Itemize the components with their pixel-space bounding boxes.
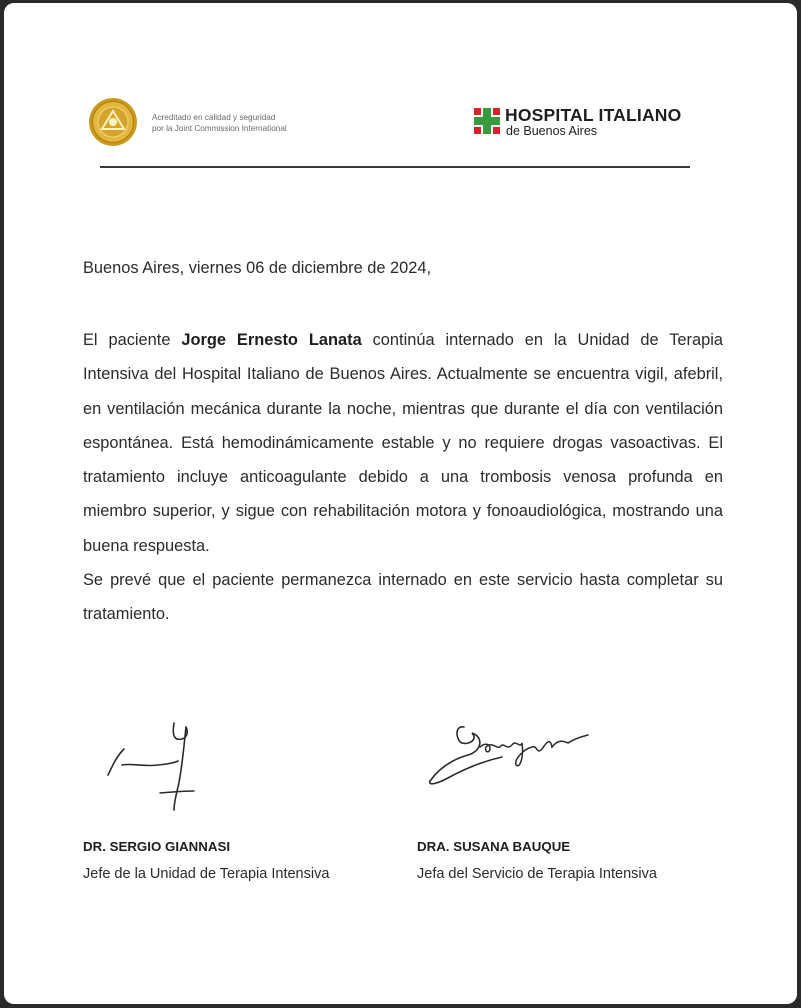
header-divider xyxy=(100,166,690,168)
letter-page xyxy=(4,3,797,1004)
hospital-subtitle: de Buenos Aires xyxy=(506,124,598,138)
paragraph-2: Se prevé que el paciente permanezca internado en este servicio hasta completar su tratamiento. xyxy=(83,571,723,624)
signature-giannasi xyxy=(102,715,212,815)
patient-name: Jorge Ernesto Lanata xyxy=(181,331,362,349)
signatory-2-role: Jefa del Servicio de Terapia Intensiva xyxy=(417,866,657,882)
paragraph-1-start: El paciente xyxy=(83,331,182,349)
date-line: Buenos Aires, viernes 06 de diciembre de 2024, xyxy=(83,259,432,277)
paragraph-1-rest: continúa internado en la Unidad de Terapia Intensiva del Hospital Italiano de Buenos Aires. Actualmente se encuentra vigil, afebril, en ventilación mecánica durante la noche, mientras que durante el día con ventilación espontánea. Está hemodinámicamente estable y no requiere drogas vasoactivas. El tratamiento incluye anticoagulante debido a una trombosis venosa profunda en miembro superior, y sigue con rehabilitación motora y fonoaudiológica, mostrando una buena respuesta. xyxy=(83,331,723,555)
signatory-2-name: DRA. SUSANA BAUQUE xyxy=(417,839,571,854)
signatory-1-role: Jefe de la Unidad de Terapia Intensiva xyxy=(83,866,330,882)
letter-body xyxy=(83,323,723,632)
joint-commission-seal-icon xyxy=(88,97,138,147)
paragraph-1 xyxy=(83,323,723,563)
accreditation-text xyxy=(152,112,287,134)
hospital-cross-icon xyxy=(474,108,500,134)
signature-bauque xyxy=(424,719,609,789)
hospital-name: HOSPITAL ITALIANO xyxy=(505,105,682,125)
accreditation-line-2: por la Joint Commission International xyxy=(152,124,287,133)
accreditation-line-1: Acreditado en calidad y seguridad xyxy=(152,113,276,122)
signatory-1-name: DR. SERGIO GIANNASI xyxy=(83,839,231,854)
